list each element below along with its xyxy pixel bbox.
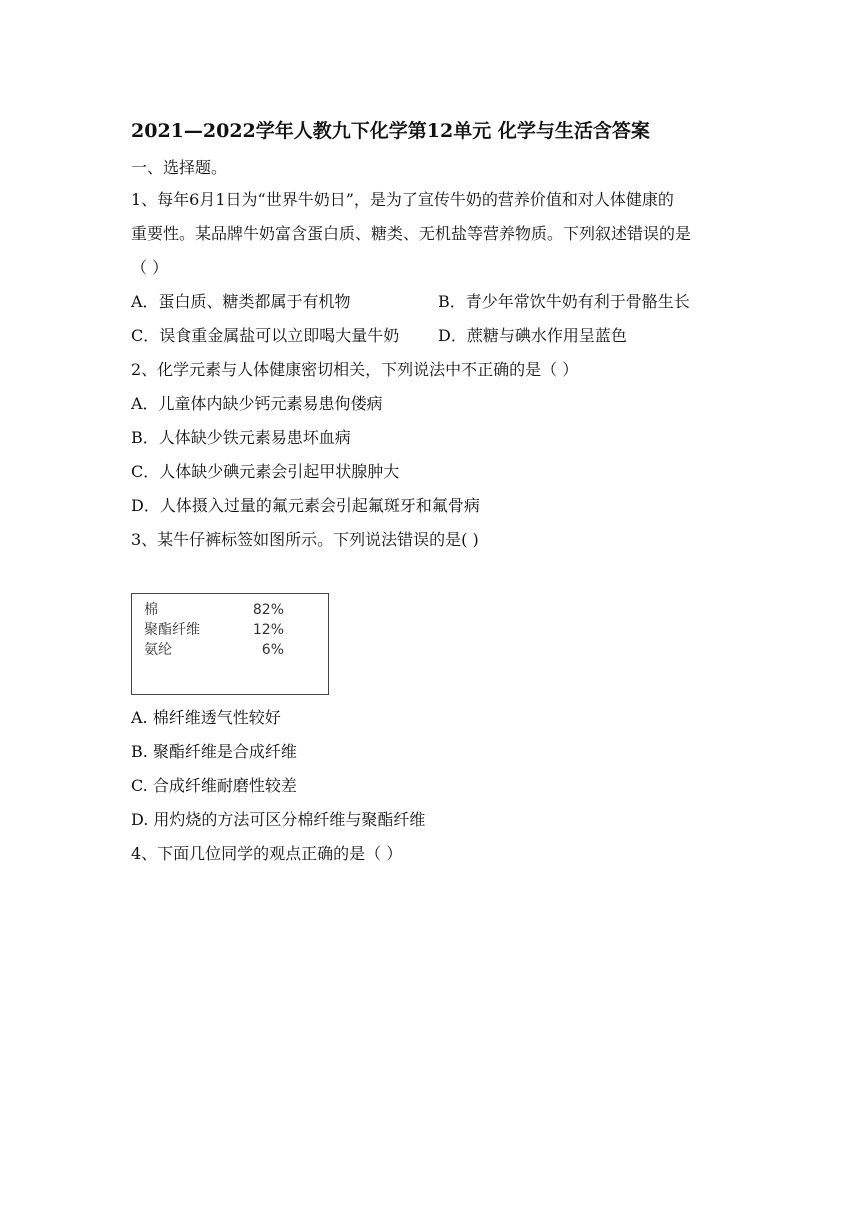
q1-option-a: A．蛋白质、糖类都属于有机物 bbox=[131, 292, 351, 311]
section-heading: 一、选择题。 bbox=[131, 158, 228, 177]
label-row bbox=[144, 640, 284, 660]
q3-option-b: B. 聚酯纤维是合成纤维 bbox=[131, 742, 297, 761]
label-percent: 6% bbox=[261, 642, 284, 658]
q2-option-a: A．儿童体内缺少钙元素易患佝偻病 bbox=[131, 394, 383, 413]
q4-stem: 4、下面几位同学的观点正确的是（ ） bbox=[131, 844, 403, 863]
q2-option-c: C．人体缺少碘元素会引起甲状腺肿大 bbox=[131, 462, 400, 481]
q3-option-d: D. 用灼烧的方法可区分棉纤维与聚酯纤维 bbox=[131, 810, 426, 829]
label-material: 氨纶 bbox=[144, 642, 172, 658]
q2-option-d: D．人体摄入过量的氟元素会引起氟斑牙和氟骨病 bbox=[131, 496, 480, 515]
q3-option-a: A. 棉纤维透气性较好 bbox=[131, 708, 281, 727]
q1-option-d: D．蔗糖与碘水作用呈蓝色 bbox=[438, 326, 627, 345]
label-percent: 12% bbox=[252, 622, 284, 638]
q3-stem: 3、某牛仔裤标签如图所示。下列说法错误的是( ) bbox=[131, 530, 479, 549]
q2-stem: 2、化学元素与人体健康密切相关，下列说法中不正确的是（ ） bbox=[131, 360, 579, 379]
q1-stem-line1: 1、每年6月1日为“世界牛奶日”，是为了宣传牛奶的营养价值和对人体健康的 bbox=[131, 190, 674, 209]
document-title: 2021—2022学年人教九下化学第12单元 化学与生活含答案 bbox=[131, 120, 650, 142]
q1-answer-parentheses: （ ） bbox=[131, 258, 169, 277]
q1-option-b: B．青少年常饮牛奶有利于骨骼生长 bbox=[438, 292, 690, 311]
label-row bbox=[144, 600, 284, 620]
q3-option-c: C. 合成纤维耐磨性较差 bbox=[131, 776, 297, 795]
label-material: 聚酯纤维 bbox=[144, 622, 200, 638]
q1-option-c: C．误食重金属盐可以立即喝大量牛奶 bbox=[131, 326, 400, 345]
label-row bbox=[144, 620, 284, 640]
q2-option-b: B．人体缺少铁元素易患坏血病 bbox=[131, 428, 351, 447]
q1-stem-line2: 重要性。某品牌牛奶富含蛋白质、糖类、无机盐等营养物质。下列叙述错误的是 bbox=[131, 224, 692, 243]
label-percent: 82% bbox=[252, 602, 284, 618]
jeans-label-figure bbox=[131, 593, 329, 695]
label-material: 棉 bbox=[144, 602, 158, 618]
